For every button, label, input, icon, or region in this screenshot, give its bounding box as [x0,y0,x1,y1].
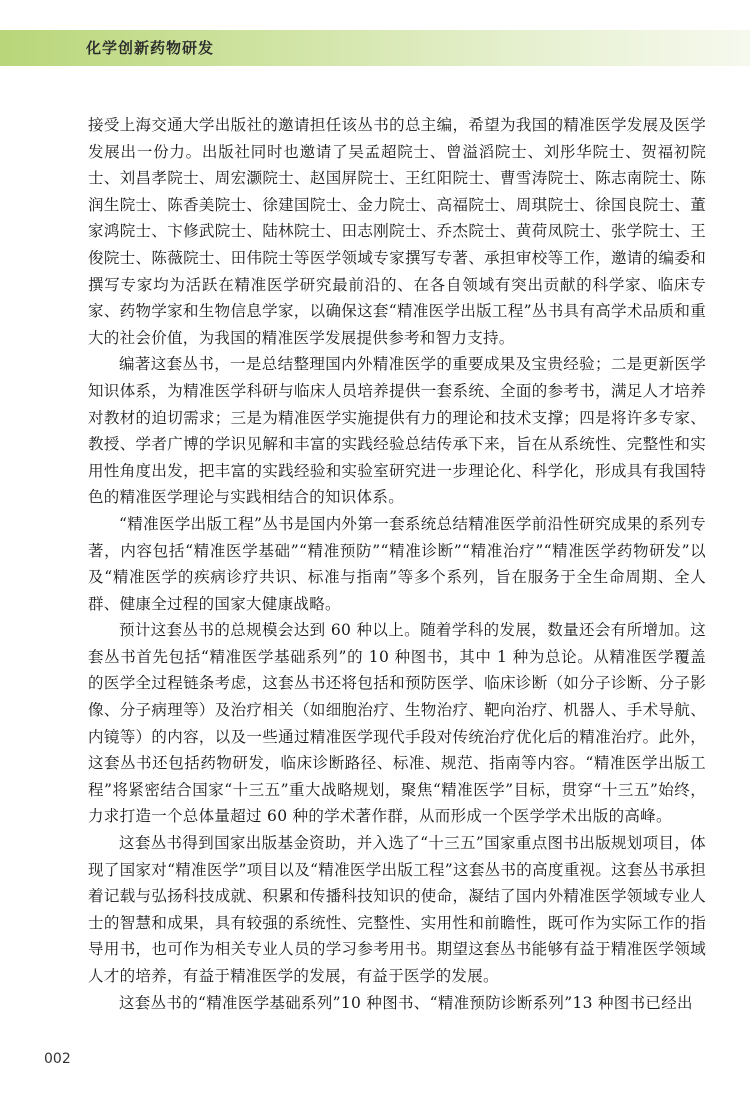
paragraph: 接受上海交通大学出版社的邀请担任该丛书的总主编，希望为我国的精准医学发展及医学发展出一份力。出版社同时也邀请了吴孟超院士、曾溢滔院士、刘彤华院士、贺福初院士、刘昌孝院士、周宏灏院士、赵国屏院士、王红阳院士、曹雪涛院士、陈志南院士、陈润生院士、陈香美院士、徐建国院士、金力院士、高福院士、周琪院士、徐国良院士、董家鸿院士、卞修武院士、陆林院士、田志刚院士、乔杰院士、黄荷凤院士、张学院士、王俊院士、陈薇院士、田伟院士等医学领域专家撰写专著、承担审校等工作，邀请的编委和撰写专家均为活跃在精准医学研究最前沿的、在各自领域有突出贡献的科学家、临床专家、药物学家和生物信息学家，以确保这套“精准医学出版工程”丛书具有高学术品质和重大的社会价值，为我国的精准医学发展提供参考和智力支持。 [88,116,706,347]
paragraph: 预计这套丛书的总规模会达到 60 种以上。随着学科的发展，数量还会有所增加。这套丛书首先包括“精准医学基础系列”的 10 种图书，其中 1 种为总论。从精准医学覆盖的医学全过程链条考虑，这套丛书还将包括和预防医学、临床诊断（如分子诊断、分子影像、分子病理等）及治疗相关（如细胞治疗、生物治疗、靶向治疗、机器人、手术导航、内镜等）的内容，以及一些通过精准医学现代手段对传统治疗优化后的精准治疗。此外，这套丛书还包括药物研发，临床诊断路径、标准、规范、指南等内容。“精准医学出版工程”将紧密结合国家“十三五”重大战略规划，聚焦“精准医学”目标，贯穿“十三五”始终，力求打造一个总体量超过 60 种的学术著作群，从而形成一个医学学术出版的高峰。 [88,621,706,826]
page-number: 002 [44,1051,71,1067]
paragraph: 这套丛书的“精准医学基础系列”10 种图书、“精准预防诊断系列”13 种图书已经出 [119,993,693,1012]
running-header-title: 化学创新药物研发 [86,39,215,57]
paragraph: “精准医学出版工程”丛书是国内外第一套系统总结精准医学前沿性研究成果的系列专著，内容包括“精准医学基础”“精准预防”“精准诊断”“精准治疗”“精准医学药物研发”以及“精准医学的疾病诊疗共识、标准与指南”等多个系列，旨在服务于全生命周期、全人群、健康全过程的国家大健康战略。 [88,514,706,613]
paragraph: 这套丛书得到国家出版基金资助，并入选了“十三五”国家重点图书出版规划项目，体现了国家对“精准医学”项目以及“精准医学出版工程”这套丛书的高度重视。这套丛书承担着记载与弘扬科技成就、积累和传播科技知识的使命，凝结了国内外精准医学领域专业人士的智慧和成果，具有较强的系统性、完整性、实用性和前瞻性，既可作为实际工作的指导用书，也可作为相关专业人员的学习参考用书。期望这套丛书能够有益于精准医学领域人才的培养，有益于精准医学的发展，有益于医学的发展。 [88,834,706,985]
body-text [88,112,706,1016]
paragraph: 编著这套丛书，一是总结整理国内外精准医学的重要成果及宝贵经验；二是更新医学知识体系，为精准医学科研与临床人员培养提供一套系统、全面的参考书，满足人才培养对教材的迫切需求；三是为精准医学实施提供有力的理论和技术支撑；四是将许多专家、教授、学者广博的学识见解和丰富的实践经验总结传承下来，旨在从系统性、完整性和实用性角度出发，把丰富的实践经验和实验室研究进一步理论化、科学化，形成具有我国特色的精准医学理论与实践相结合的知识体系。 [88,355,706,507]
